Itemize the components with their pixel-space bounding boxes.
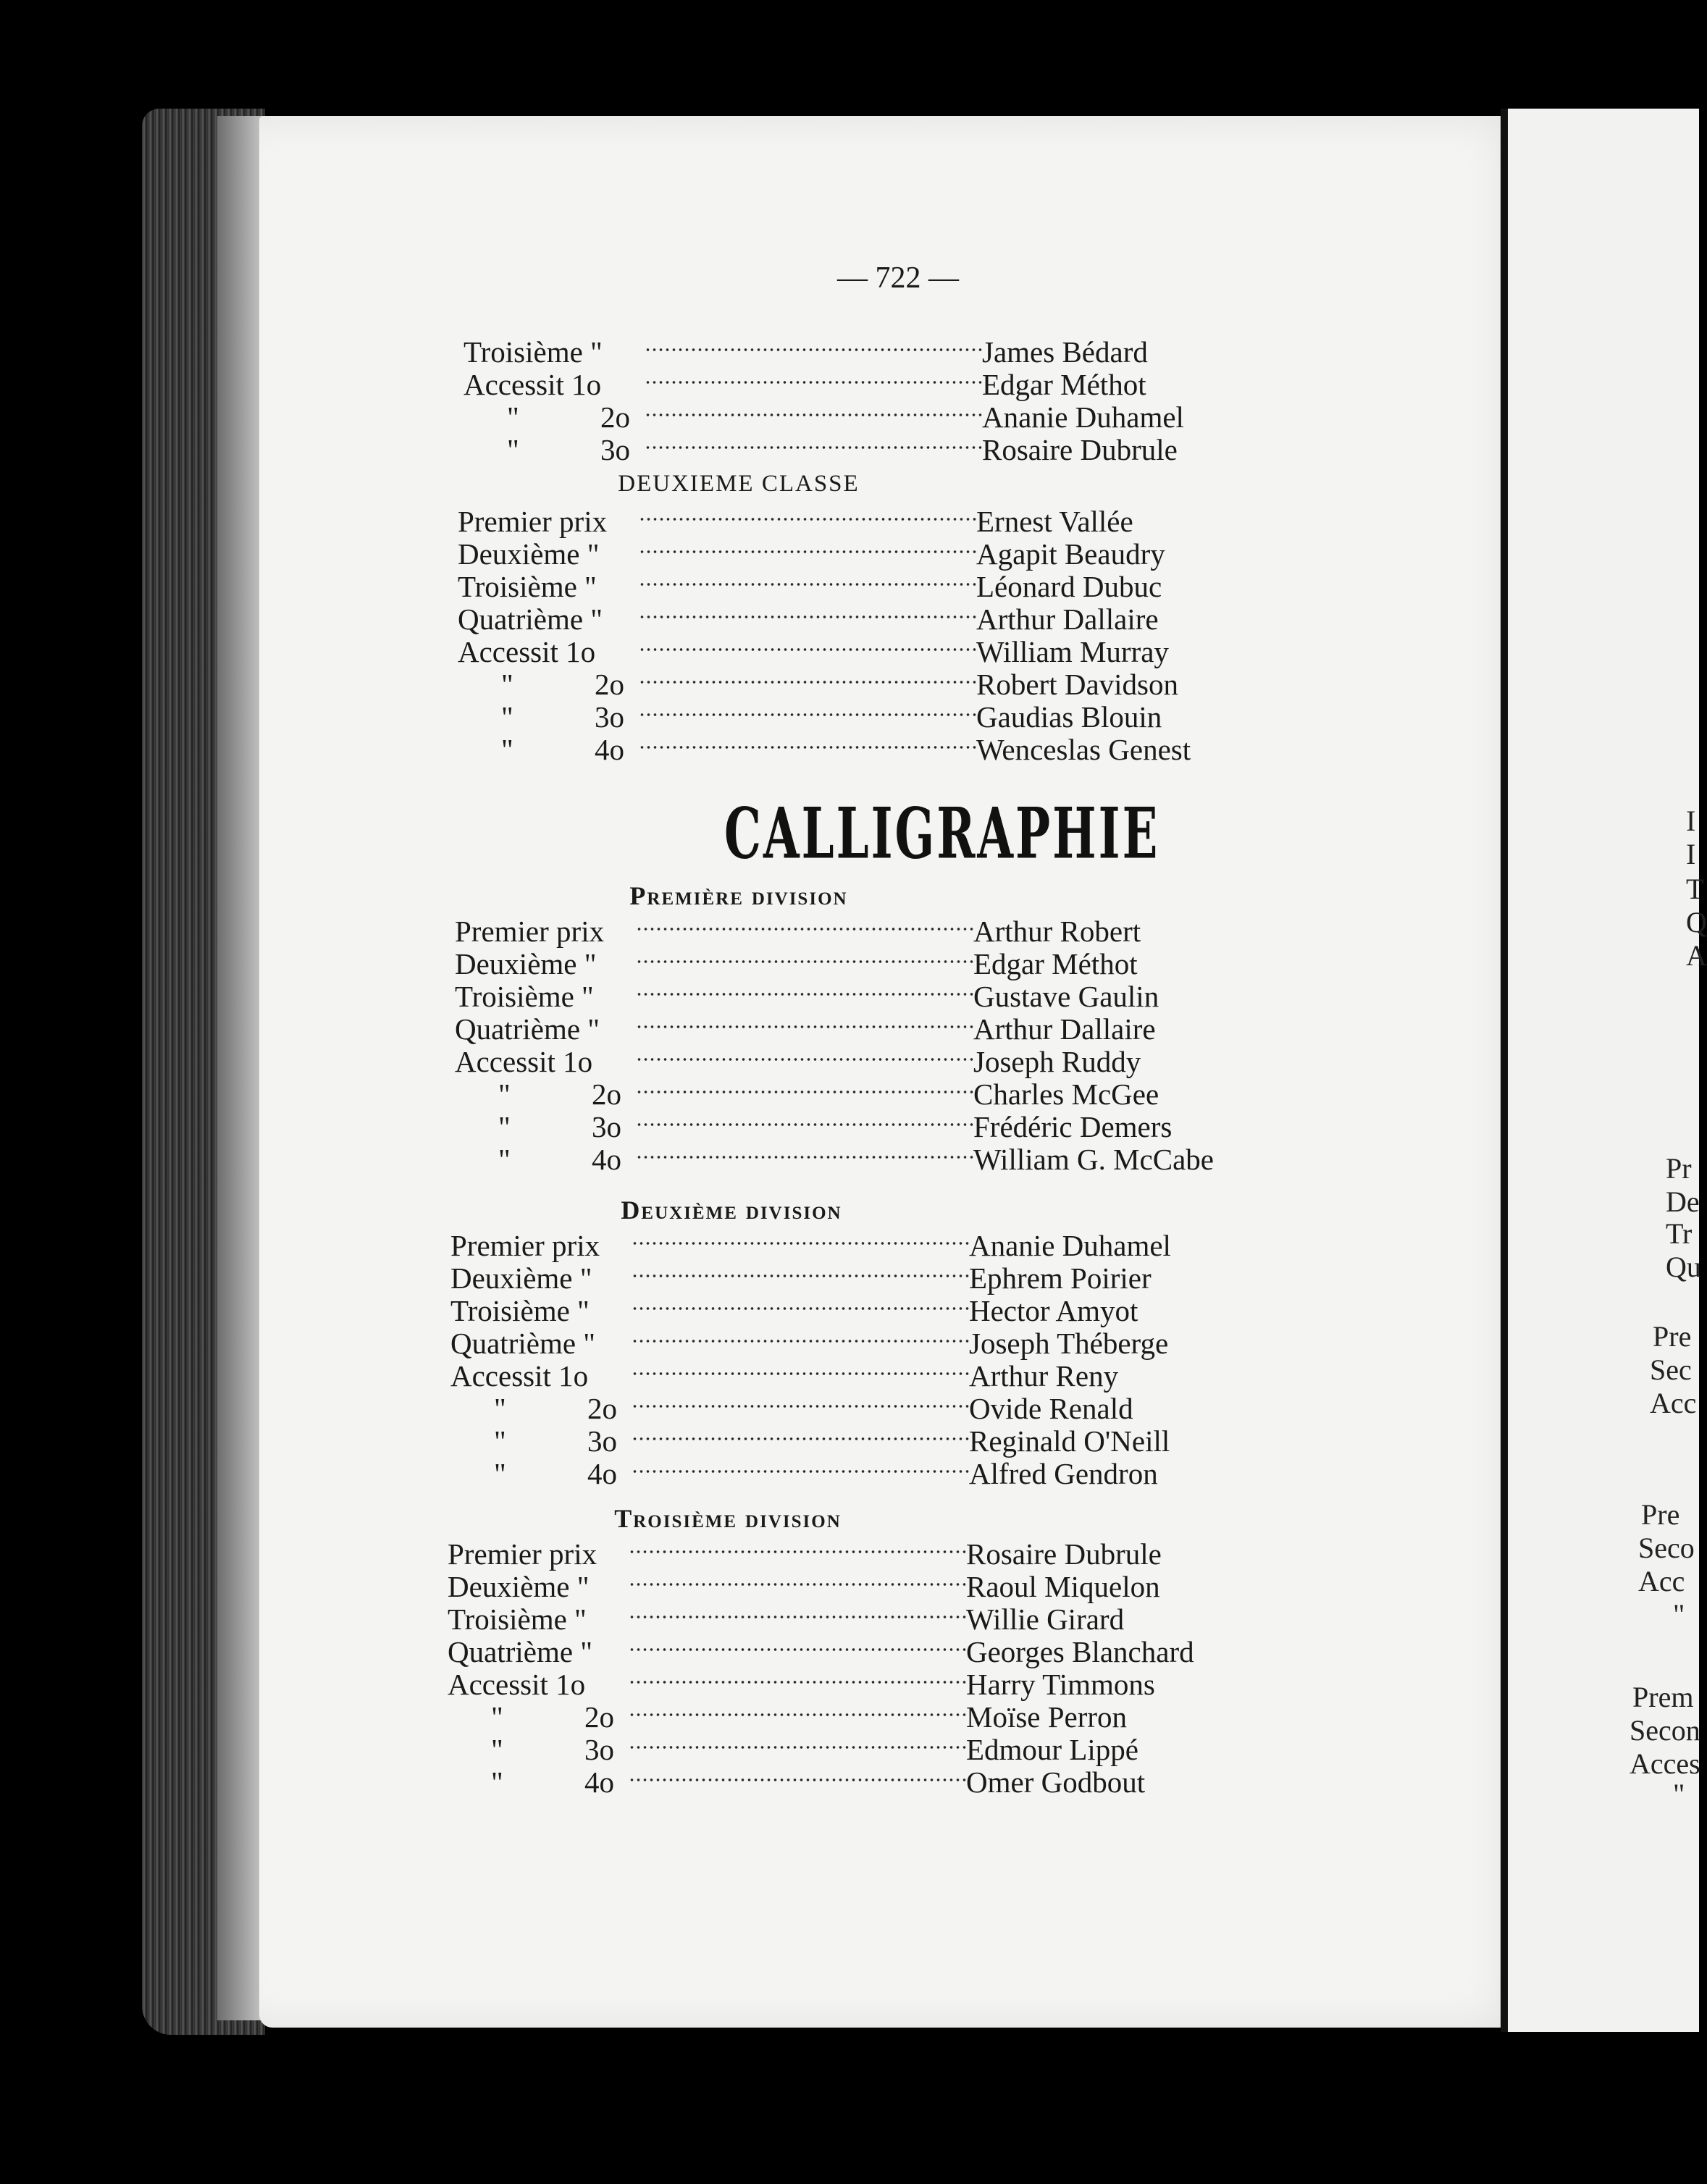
dot-leader <box>629 1775 966 1789</box>
prize-rank: 4o <box>592 1143 621 1176</box>
dot-leader <box>639 612 976 626</box>
facing-page-text: " <box>1673 1778 1685 1810</box>
book-page <box>259 116 1534 2028</box>
facing-page-text: De <box>1666 1185 1700 1218</box>
facing-page-text: T <box>1686 873 1704 905</box>
student-name: Ovide Renald <box>969 1392 1133 1425</box>
student-name: Reginald O'Neill <box>969 1424 1170 1458</box>
dot-leader <box>632 1271 969 1285</box>
student-name: Frédéric Demers <box>973 1110 1173 1143</box>
facing-page-text: Seco <box>1638 1532 1695 1564</box>
prize-rank: 4o <box>584 1765 614 1799</box>
student-name: Arthur Robert <box>973 915 1141 948</box>
section-heading: Première division <box>629 881 848 910</box>
prize-label: Deuxième " <box>448 1570 590 1603</box>
prize-rank: 2o <box>592 1078 621 1111</box>
facing-page-text: " <box>1673 1598 1685 1631</box>
dot-leader <box>639 579 976 594</box>
facing-page-text: Sec <box>1650 1353 1692 1386</box>
dot-leader <box>632 1303 969 1318</box>
student-name: Joseph Théberge <box>969 1327 1169 1360</box>
facing-page-text: Secon <box>1630 1714 1700 1747</box>
dot-leader <box>632 1369 969 1383</box>
dot-leader <box>645 377 982 392</box>
facing-page-text: Prem <box>1632 1681 1694 1713</box>
prize-rank: 2o <box>595 668 624 701</box>
student-name: Agapit Beaudry <box>976 537 1165 571</box>
student-name: Edmour Lippé <box>966 1733 1138 1766</box>
section-heading: Troisième division <box>614 1504 842 1533</box>
dot-leader <box>629 1677 966 1692</box>
section-heading: DEUXIEME CLASSE <box>618 471 860 497</box>
prize-label: Troisième " <box>448 1603 587 1636</box>
student-name: Georges Blanchard <box>966 1635 1194 1668</box>
prize-label: " <box>498 1143 511 1176</box>
prize-label: Premier prix <box>458 505 608 538</box>
dot-leader <box>639 710 976 724</box>
prize-label: Deuxième " <box>458 537 600 571</box>
facing-page-text: I <box>1686 805 1696 837</box>
student-name: Ephrem Poirier <box>969 1261 1152 1295</box>
student-name: William Murray <box>976 635 1169 668</box>
prize-label: Premier prix <box>455 915 605 948</box>
dot-leader <box>645 345 982 359</box>
prize-label: Deuxième " <box>455 947 597 980</box>
dot-leader <box>636 989 973 1004</box>
facing-page-text: Acces <box>1630 1747 1700 1780</box>
prize-label: " <box>494 1424 506 1458</box>
facing-page-text: Q <box>1686 906 1707 938</box>
dot-leader <box>636 1087 973 1101</box>
prize-label: Accessit 1o <box>455 1045 593 1078</box>
dot-leader <box>632 1401 969 1416</box>
student-name: Moïse Perron <box>966 1700 1128 1734</box>
dot-leader <box>636 1054 973 1069</box>
dot-leader <box>632 1238 969 1253</box>
prize-label: " <box>494 1457 506 1490</box>
dot-leader <box>629 1612 966 1626</box>
student-name: Hector Amyot <box>969 1294 1138 1327</box>
prize-label: Quatrième " <box>448 1635 593 1668</box>
dot-leader <box>632 1434 969 1448</box>
dot-leader <box>629 1710 966 1724</box>
facing-page-text: Tr <box>1666 1217 1693 1250</box>
dot-leader <box>639 644 976 659</box>
page-number: — 722 — <box>837 261 959 295</box>
facing-page-text: Pre <box>1653 1320 1692 1353</box>
student-name: Willie Girard <box>966 1603 1125 1636</box>
student-name: Arthur Reny <box>969 1359 1119 1393</box>
section-title-calligraphie: CALLIGRAPHIE <box>724 794 1160 875</box>
dot-leader <box>636 957 973 971</box>
prize-label: " <box>507 433 519 466</box>
prize-rank: 2o <box>587 1392 617 1425</box>
student-name: Raoul Miquelon <box>966 1570 1160 1603</box>
prize-label: " <box>498 1078 511 1111</box>
prize-label: Troisième " <box>450 1294 590 1327</box>
prize-label: Accessit 1o <box>458 635 596 668</box>
prize-label: Troisième " <box>464 335 603 369</box>
facing-page-text: Acc <box>1638 1565 1685 1597</box>
prize-label: " <box>507 400 519 434</box>
student-name: Arthur Dallaire <box>976 602 1159 636</box>
student-name: Joseph Ruddy <box>973 1045 1141 1078</box>
prize-label: Accessit 1o <box>450 1359 589 1393</box>
prize-label: " <box>501 700 513 734</box>
student-name: Léonard Dubuc <box>976 570 1162 603</box>
dot-leader <box>632 1336 969 1351</box>
prize-rank: 3o <box>595 700 624 734</box>
prize-label: Troisième " <box>455 980 594 1013</box>
dot-leader <box>645 442 982 457</box>
prize-label: " <box>498 1110 511 1143</box>
prize-label: Accessit 1o <box>448 1668 586 1701</box>
student-name: Charles McGee <box>973 1078 1159 1111</box>
student-name: Edgar Méthot <box>973 947 1138 980</box>
dot-leader <box>629 1547 966 1561</box>
prize-label: Premier prix <box>448 1537 597 1571</box>
facing-page-text: Pre <box>1641 1498 1680 1531</box>
prize-label: " <box>491 1700 503 1734</box>
student-name: Wenceslas Genest <box>976 733 1191 766</box>
prize-rank: 3o <box>587 1424 617 1458</box>
prize-rank: 3o <box>592 1110 621 1143</box>
prize-label: Accessit 1o <box>464 368 602 401</box>
dot-leader <box>636 1152 973 1167</box>
prize-label: Troisième " <box>458 570 597 603</box>
prize-label: Quatrième " <box>458 602 603 636</box>
dot-leader <box>636 924 973 938</box>
facing-page-text: I <box>1686 838 1696 870</box>
prize-rank: 4o <box>595 733 624 766</box>
dot-leader <box>639 514 976 529</box>
student-name: William G. McCabe <box>973 1143 1214 1176</box>
student-name: Gaudias Blouin <box>976 700 1162 734</box>
prize-rank: 3o <box>584 1733 614 1766</box>
facing-page-text: A <box>1686 939 1707 972</box>
prize-label: Quatrième " <box>455 1012 600 1046</box>
facing-page <box>1501 109 1707 2032</box>
dot-leader <box>629 1742 966 1757</box>
prize-label: " <box>491 1733 503 1766</box>
prize-rank: 2o <box>600 400 630 434</box>
dot-leader <box>629 1579 966 1594</box>
student-name: Rosaire Dubrule <box>966 1537 1162 1571</box>
facing-page-text: Pr <box>1666 1152 1692 1185</box>
student-name: Harry Timmons <box>966 1668 1155 1701</box>
facing-page-text: Acc <box>1650 1387 1697 1419</box>
student-name: Edgar Méthot <box>982 368 1146 401</box>
student-name: Rosaire Dubrule <box>982 433 1178 466</box>
prize-label: Deuxième " <box>450 1261 592 1295</box>
prize-label: Premier prix <box>450 1229 600 1262</box>
student-name: Alfred Gendron <box>969 1457 1158 1490</box>
prize-label: Quatrième " <box>450 1327 596 1360</box>
prize-label: " <box>494 1392 506 1425</box>
prize-rank: 2o <box>584 1700 614 1734</box>
student-name: Ernest Vallée <box>976 505 1133 538</box>
student-name: Ananie Duhamel <box>969 1229 1171 1262</box>
prize-label: " <box>501 668 513 701</box>
student-name: Robert Davidson <box>976 668 1178 701</box>
dot-leader <box>636 1022 973 1036</box>
dot-leader <box>639 742 976 757</box>
dot-leader <box>632 1466 969 1481</box>
student-name: Omer Godbout <box>966 1765 1146 1799</box>
prize-label: " <box>501 733 513 766</box>
prize-label: " <box>491 1765 503 1799</box>
dot-leader <box>639 547 976 561</box>
student-name: Gustave Gaulin <box>973 980 1159 1013</box>
section-heading: Deuxième division <box>621 1196 842 1225</box>
student-name: James Bédard <box>982 335 1148 369</box>
facing-page-text: Qu <box>1666 1251 1701 1283</box>
prize-rank: 4o <box>587 1457 617 1490</box>
dot-leader <box>639 677 976 692</box>
student-name: Ananie Duhamel <box>982 400 1184 434</box>
dot-leader <box>636 1120 973 1134</box>
dot-leader <box>629 1645 966 1659</box>
dot-leader <box>645 410 982 424</box>
student-name: Arthur Dallaire <box>973 1012 1156 1046</box>
prize-rank: 3o <box>600 433 630 466</box>
